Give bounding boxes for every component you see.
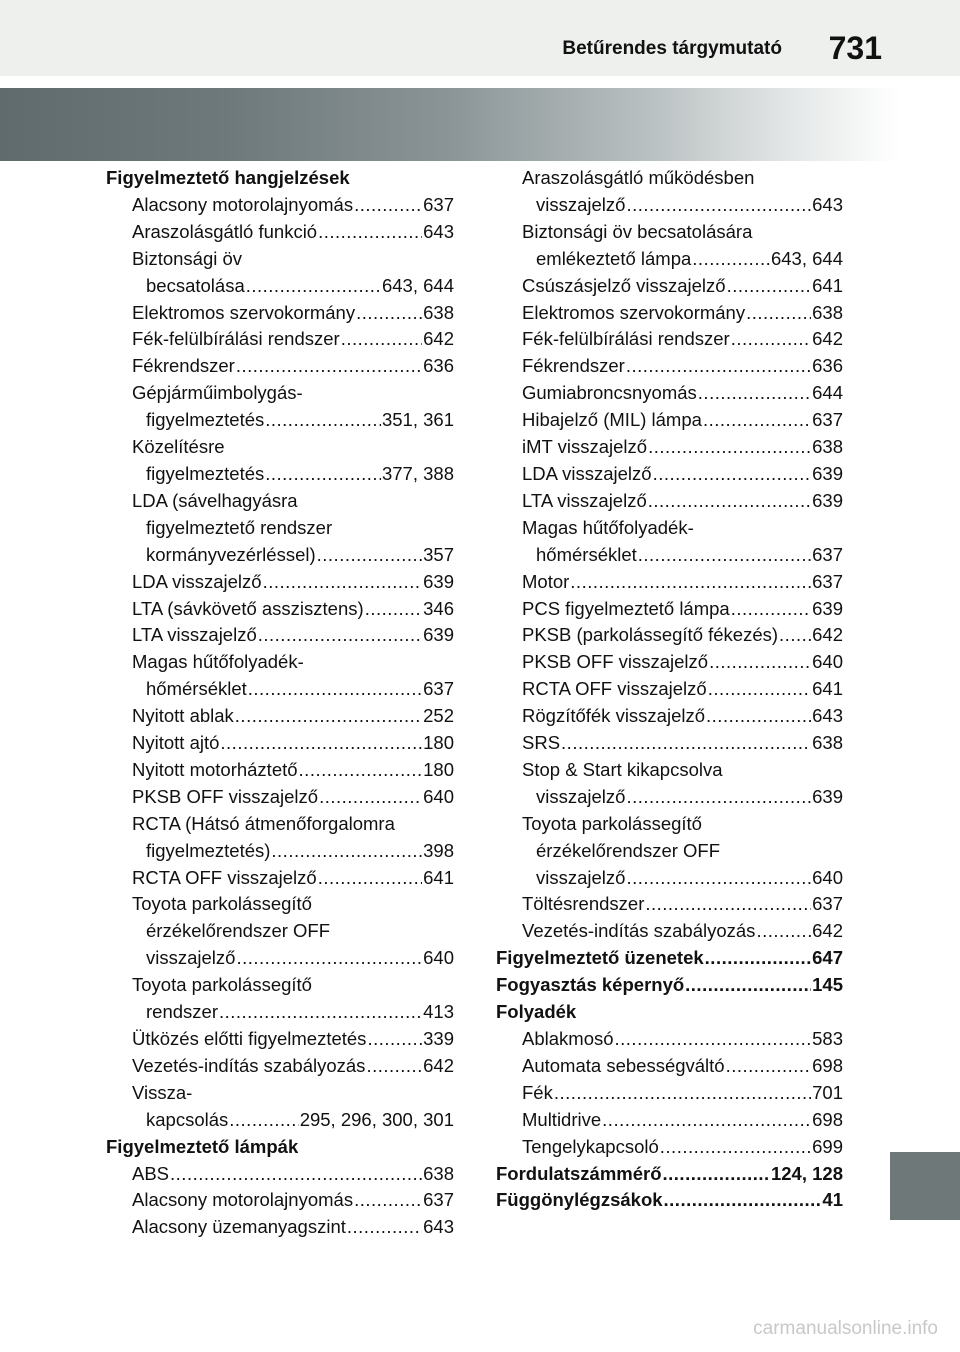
dot-leader xyxy=(263,569,423,596)
dot-leader xyxy=(347,1214,422,1241)
index-entry-text: Alacsony motorolajnyomás xyxy=(132,1189,354,1211)
index-entry-text: visszajelző xyxy=(146,947,236,969)
index-page-ref: 583 xyxy=(812,1028,843,1049)
index-page-ref: 701 xyxy=(812,1081,843,1103)
index-entry xyxy=(106,380,454,407)
index-entry xyxy=(106,596,454,623)
index-entry-text: Fék xyxy=(522,1081,553,1103)
index-page-ref: 698 xyxy=(812,1054,843,1076)
index-entry xyxy=(106,730,454,757)
index-entry-text: RCTA OFF visszajelző xyxy=(522,678,707,700)
index-page-ref: 637 xyxy=(812,893,843,915)
index-page-ref: 643 xyxy=(812,193,843,215)
index-entry-text: Nyitott ajtó xyxy=(132,732,220,754)
index-page-ref: 638 xyxy=(423,301,454,323)
index-entry-text: Gépjárműimbolygás- xyxy=(132,382,303,404)
dot-leader xyxy=(570,569,811,596)
index-entry-text: Ablakmosó xyxy=(522,1028,614,1049)
index-entry-text: Vezetés-indítás szabályozás xyxy=(522,920,756,942)
index-entry xyxy=(496,1134,843,1161)
index-entry-text: LDA visszajelző xyxy=(132,570,262,592)
index-entry-text: Csúszásjelző visszajelző xyxy=(522,274,726,296)
index-entry-text: Fordulatszámmérő xyxy=(496,1162,662,1184)
dot-leader xyxy=(271,838,422,865)
index-entry xyxy=(496,1053,843,1080)
index-entry xyxy=(496,838,843,865)
index-page-ref: 639 xyxy=(812,785,843,807)
index-entry-text: Toyota parkolássegítő xyxy=(522,812,702,834)
index-entry xyxy=(496,865,843,892)
dot-leader xyxy=(258,622,422,649)
index-entry-text: LTA (sávkövető asszisztens) xyxy=(132,597,364,619)
index-page-ref: 644 xyxy=(812,382,843,404)
index-entry xyxy=(496,676,843,703)
index-page-ref: 252 xyxy=(423,705,454,727)
dot-leader xyxy=(365,596,422,623)
index-entry xyxy=(496,918,843,945)
index-entry-text: érzékelőrendszer OFF xyxy=(146,920,331,942)
index-page-ref: 346 xyxy=(423,597,454,619)
index-entry xyxy=(496,515,843,542)
index-entry-text: Magas hűtőfolyadék- xyxy=(522,516,694,538)
dot-leader xyxy=(663,1161,770,1188)
index-page-ref: 357 xyxy=(423,543,454,565)
index-entry-text: PKSB OFF visszajelző xyxy=(522,651,709,673)
index-column-right xyxy=(496,165,843,1214)
dot-leader xyxy=(220,730,422,757)
index-page-ref: 641 xyxy=(812,274,843,296)
index-heading xyxy=(496,1161,843,1188)
index-entry xyxy=(496,219,843,246)
header-banner xyxy=(0,88,900,161)
index-entry xyxy=(106,622,454,649)
dot-leader xyxy=(779,622,811,649)
index-page-ref: 643 xyxy=(423,220,454,242)
dot-leader xyxy=(626,784,811,811)
index-page-ref: 637 xyxy=(423,193,454,215)
dot-leader xyxy=(731,326,811,353)
index-entry xyxy=(496,569,843,596)
index-entry-text: figyelmeztetés xyxy=(146,409,265,431)
index-entry xyxy=(106,865,454,892)
dot-leader xyxy=(756,918,811,945)
dot-leader xyxy=(731,596,811,623)
index-entry-text: visszajelző xyxy=(536,785,626,807)
dot-leader xyxy=(317,542,422,569)
index-page-ref: 638 xyxy=(812,732,843,754)
index-page-ref: 339 xyxy=(423,1028,454,1049)
index-entry-text: Multidrive xyxy=(522,1108,602,1130)
header-bar xyxy=(0,0,960,76)
index-entry-text: Toyota parkolássegítő xyxy=(132,893,312,915)
index-page-ref: 351, 361 xyxy=(381,409,454,431)
index-entry xyxy=(496,380,843,407)
index-page-ref: 124, 128 xyxy=(770,1162,843,1184)
index-entry-text: Rögzítőfék visszajelző xyxy=(522,705,706,727)
index-entry-text: Töltésrendszer xyxy=(522,893,645,915)
dot-leader xyxy=(626,865,811,892)
index-entry-text: Folyadék xyxy=(496,1001,577,1023)
index-entry xyxy=(106,488,454,515)
index-page-ref: 180 xyxy=(423,732,454,754)
index-entry xyxy=(496,192,843,219)
index-entry xyxy=(496,1080,843,1107)
dot-leader xyxy=(705,945,811,972)
index-heading xyxy=(106,1134,454,1161)
dot-leader xyxy=(660,1134,811,1161)
index-page-ref: 643, 644 xyxy=(770,247,843,269)
index-entry-text: Függönylégzsákok xyxy=(496,1189,663,1211)
dot-leader xyxy=(170,1161,422,1188)
dot-leader xyxy=(341,326,422,353)
dot-leader xyxy=(703,407,811,434)
dot-leader xyxy=(554,1080,811,1107)
index-column-left xyxy=(106,165,454,1241)
index-entry xyxy=(106,273,454,300)
index-entry xyxy=(106,811,454,838)
dot-leader xyxy=(698,380,811,407)
index-entry-text: PCS figyelmeztető lámpa xyxy=(522,597,730,619)
index-page-ref: 637 xyxy=(423,1189,454,1211)
index-page-ref: 637 xyxy=(812,409,843,431)
index-entry-text: Toyota parkolássegítő xyxy=(132,974,312,996)
index-page-ref: 637 xyxy=(423,678,454,700)
index-entry-text: Figyelmeztető lámpák xyxy=(106,1135,299,1157)
index-page-ref: 698 xyxy=(812,1108,843,1130)
dot-leader xyxy=(746,300,811,327)
index-entry xyxy=(106,757,454,784)
index-page-ref: 643 xyxy=(423,1216,454,1238)
index-entry-text: Biztonsági öv becsatolására xyxy=(522,220,753,242)
index-entry-text: Stop & Start kikapcsolva xyxy=(522,758,723,780)
index-entry-text: Fék-felülbírálási rendszer xyxy=(522,328,730,350)
index-entry xyxy=(496,407,843,434)
index-entry xyxy=(496,784,843,811)
index-page-ref: 639 xyxy=(423,624,454,646)
index-page-ref: 639 xyxy=(423,570,454,592)
index-page-ref: 639 xyxy=(812,489,843,511)
index-entry xyxy=(106,542,454,569)
index-heading xyxy=(496,972,843,999)
index-entry xyxy=(496,891,843,918)
index-page-ref: 640 xyxy=(423,947,454,969)
index-page-ref: 641 xyxy=(812,678,843,700)
dot-leader xyxy=(219,999,422,1026)
index-entry xyxy=(106,676,454,703)
index-entry-text: Alacsony üzemanyagszint xyxy=(132,1216,346,1238)
index-entry-text: Hibajelző (MIL) lámpa xyxy=(522,409,702,431)
index-entry xyxy=(106,434,454,461)
index-entry xyxy=(496,1107,843,1134)
index-page-ref: 640 xyxy=(812,866,843,888)
dot-leader xyxy=(615,1026,812,1053)
index-entry xyxy=(496,461,843,488)
dot-leader xyxy=(664,1187,822,1214)
dot-leader xyxy=(626,353,811,380)
index-entry-text: visszajelző xyxy=(536,866,626,888)
index-entry xyxy=(106,1053,454,1080)
index-entry-text: Motor xyxy=(522,570,570,592)
index-entry xyxy=(106,461,454,488)
index-entry xyxy=(496,1026,843,1053)
index-entry xyxy=(106,515,454,542)
index-entry-text: Ütközés előtti figyelmeztetés xyxy=(132,1028,367,1049)
index-entry-text: Nyitott motorháztető xyxy=(132,758,298,780)
index-page-ref: 641 xyxy=(423,866,454,888)
dot-leader xyxy=(318,865,422,892)
index-entry xyxy=(496,703,843,730)
dot-leader xyxy=(653,461,812,488)
index-entry-text: Fékrendszer xyxy=(522,355,625,377)
index-entry-text: iMT visszajelző xyxy=(522,436,648,458)
index-entry-text: Vissza- xyxy=(132,1081,193,1103)
dot-leader xyxy=(645,891,811,918)
index-entry xyxy=(106,1026,454,1053)
index-entry xyxy=(106,649,454,676)
index-entry-text: LTA visszajelző xyxy=(132,624,257,646)
index-entry xyxy=(496,434,843,461)
index-entry-text: Gumiabroncsnyomás xyxy=(522,382,697,404)
index-entry xyxy=(106,192,454,219)
dot-leader xyxy=(265,461,381,488)
index-entry-text: LTA visszajelző xyxy=(522,489,647,511)
index-entry xyxy=(496,273,843,300)
dot-leader xyxy=(692,246,770,273)
dot-leader xyxy=(318,219,422,246)
index-entry-text: Figyelmeztető hangjelzések xyxy=(106,167,350,188)
dot-leader xyxy=(229,1107,298,1134)
section-title: Betűrendes tárgymutató xyxy=(562,38,782,59)
dot-leader xyxy=(319,784,422,811)
index-entry xyxy=(496,542,843,569)
index-page-ref: 642 xyxy=(812,624,843,646)
index-heading xyxy=(496,1187,843,1214)
dot-leader xyxy=(561,730,811,757)
index-side-tab xyxy=(890,1152,960,1220)
dot-leader xyxy=(236,945,422,972)
index-entry-text: Fogyasztás képernyő xyxy=(496,974,685,996)
index-entry xyxy=(106,326,454,353)
index-entry xyxy=(496,353,843,380)
index-entry xyxy=(106,246,454,273)
index-page-ref: 699 xyxy=(812,1135,843,1157)
dot-leader xyxy=(648,434,811,461)
index-entry xyxy=(496,622,843,649)
index-entry-text: figyelmeztetés) xyxy=(146,839,271,861)
index-page-ref: 637 xyxy=(812,543,843,565)
index-entry-text: Közelítésre xyxy=(132,436,225,458)
index-page-ref: 643 xyxy=(812,705,843,727)
index-page-ref: 643, 644 xyxy=(381,274,454,296)
index-page-ref: 638 xyxy=(812,301,843,323)
index-entry xyxy=(106,1214,454,1241)
index-entry xyxy=(496,757,843,784)
index-entry-text: Fék-felülbírálási rendszer xyxy=(132,328,340,350)
index-entry-text: ABS xyxy=(132,1162,170,1184)
index-entry-text: hőmérséklet xyxy=(536,543,637,565)
index-entry-text: Alacsony motorolajnyomás xyxy=(132,193,354,215)
index-page-ref: 41 xyxy=(822,1189,843,1211)
index-entry-text: Magas hűtőfolyadék- xyxy=(132,651,304,673)
index-page-ref: 377, 388 xyxy=(381,462,454,484)
index-entry-text: Vezetés-indítás szabályozás xyxy=(132,1054,366,1076)
index-entry-text: Automata sebességváltó xyxy=(522,1054,725,1076)
index-page-ref: 636 xyxy=(812,355,843,377)
index-entry-text: LDA visszajelző xyxy=(522,462,652,484)
index-entry xyxy=(106,703,454,730)
index-entry-text: PKSB (parkolássegítő fékezés) xyxy=(522,624,779,646)
index-entry-text: hőmérséklet xyxy=(146,678,247,700)
index-entry xyxy=(496,165,843,192)
index-entry xyxy=(106,945,454,972)
index-entry xyxy=(106,999,454,1026)
dot-leader xyxy=(354,192,422,219)
index-page-ref: 398 xyxy=(423,839,454,861)
index-entry xyxy=(106,784,454,811)
index-entry-text: figyelmeztető rendszer xyxy=(146,516,333,538)
index-entry xyxy=(106,972,454,999)
index-page-ref: 637 xyxy=(812,570,843,592)
index-entry-text: Figyelmeztető üzenetek xyxy=(496,947,704,969)
index-entry xyxy=(106,300,454,327)
dot-leader xyxy=(727,273,812,300)
index-entry xyxy=(106,1187,454,1214)
dot-leader xyxy=(354,1187,422,1214)
index-page-ref: 638 xyxy=(812,436,843,458)
index-entry xyxy=(106,219,454,246)
index-page-ref: 647 xyxy=(812,947,843,969)
index-entry xyxy=(496,246,843,273)
index-page-ref: 638 xyxy=(423,1162,454,1184)
dot-leader xyxy=(638,542,811,569)
index-entry xyxy=(106,1080,454,1107)
dot-leader xyxy=(648,488,811,515)
dot-leader xyxy=(356,300,422,327)
dot-leader xyxy=(265,407,381,434)
index-entry xyxy=(496,326,843,353)
index-entry xyxy=(106,569,454,596)
index-page-ref: 642 xyxy=(423,1054,454,1076)
index-entry xyxy=(496,300,843,327)
index-heading xyxy=(496,999,843,1026)
index-entry xyxy=(106,918,454,945)
index-page-ref: 636 xyxy=(423,355,454,377)
dot-leader xyxy=(685,972,811,999)
index-entry-text: figyelmeztetés xyxy=(146,462,265,484)
index-entry xyxy=(496,649,843,676)
index-entry xyxy=(496,488,843,515)
dot-leader xyxy=(602,1107,811,1134)
index-page-ref: 180 xyxy=(423,758,454,780)
index-entry-text: becsatolása xyxy=(146,274,245,296)
index-page-ref: 413 xyxy=(423,1001,454,1023)
index-page-ref: 639 xyxy=(812,597,843,619)
index-entry-text: érzékelőrendszer OFF xyxy=(536,839,721,861)
dot-leader xyxy=(706,703,811,730)
dot-leader xyxy=(709,649,811,676)
index-heading xyxy=(496,945,843,972)
index-entry xyxy=(106,891,454,918)
index-entry-text: Araszolásgátló funkció xyxy=(132,220,318,242)
index-entry-text: Fékrendszer xyxy=(132,355,235,377)
index-page-ref: 295, 296, 300, 301 xyxy=(299,1108,454,1130)
index-page-ref: 642 xyxy=(423,328,454,350)
index-entry-text: Elektromos szervokormány xyxy=(132,301,356,323)
index-entry-text: Biztonsági öv xyxy=(132,247,243,269)
dot-leader xyxy=(626,192,811,219)
dot-leader xyxy=(236,353,422,380)
index-heading xyxy=(106,165,454,192)
dot-leader xyxy=(246,273,381,300)
watermark: carmanualsonline.info xyxy=(753,1318,938,1339)
index-entry-text: Nyitott ablak xyxy=(132,705,234,727)
index-entry-text: SRS xyxy=(522,732,561,754)
index-entry-text: RCTA (Hátsó átmenőforgalomra xyxy=(132,812,395,834)
index-entry xyxy=(496,811,843,838)
dot-leader xyxy=(708,676,811,703)
index-page-ref: 640 xyxy=(423,785,454,807)
dot-leader xyxy=(366,1053,422,1080)
index-entry-text: visszajelző xyxy=(536,193,626,215)
index-entry-text: kapcsolás xyxy=(146,1108,229,1130)
index-entry-text: RCTA OFF visszajelző xyxy=(132,866,317,888)
index-entry-text: emlékeztető lámpa xyxy=(536,247,692,269)
index-entry-text: Tengelykapcsoló xyxy=(522,1135,659,1157)
index-entry xyxy=(106,407,454,434)
index-entry-text: Elektromos szervokormány xyxy=(522,301,746,323)
index-entry-text: rendszer xyxy=(146,1001,218,1023)
index-page-ref: 145 xyxy=(812,974,843,996)
dot-leader xyxy=(726,1053,812,1080)
index-page-ref: 642 xyxy=(812,328,843,350)
index-page-ref: 639 xyxy=(812,462,843,484)
index-entry-text: PKSB OFF visszajelző xyxy=(132,785,319,807)
dot-leader xyxy=(299,757,423,784)
index-entry xyxy=(106,1161,454,1188)
index-entry-text: kormányvezérléssel) xyxy=(146,543,316,565)
index-entry xyxy=(496,596,843,623)
index-entry xyxy=(496,730,843,757)
index-entry-text: LDA (sávelhagyásra xyxy=(132,489,298,511)
page-number: 731 xyxy=(828,30,882,66)
index-entry xyxy=(106,1107,454,1134)
dot-leader xyxy=(248,676,422,703)
dot-leader xyxy=(235,703,422,730)
index-page-ref: 640 xyxy=(812,651,843,673)
dot-leader xyxy=(367,1026,422,1053)
index-page-ref: 642 xyxy=(812,920,843,942)
index-entry xyxy=(106,353,454,380)
index-entry-text: Araszolásgátló működésben xyxy=(522,167,755,188)
index-entry xyxy=(106,838,454,865)
